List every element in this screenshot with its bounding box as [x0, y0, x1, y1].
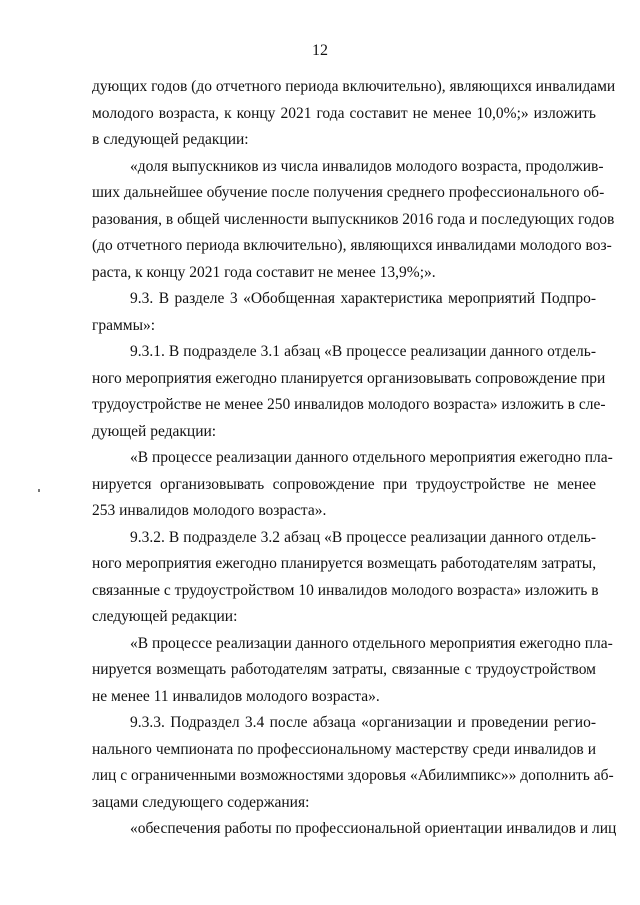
text-line: ших дальнейшее обучение после получения среднего профессионального об- — [92, 184, 605, 201]
text-line: молодого возраста, к концу 2021 года составит не менее 10,0%;» изложить — [92, 104, 596, 122]
text-line: не менее 11 инвалидов молодого возраста». — [92, 687, 380, 705]
text-line: 9.3.2. В подразделе 3.2 абзац «В процессе реализации данного отдель- — [130, 528, 596, 546]
document-body — [92, 74, 617, 843]
text-line: «В процессе реализации данного отдельного мероприятия ежегодно пла- — [130, 634, 613, 652]
text-line: ного мероприятия ежегодно планируется возмещать работодателям затраты, — [92, 555, 597, 572]
text-line: лиц с ограниченными возможностями здоровья «Абилимпикс»» дополнить аб- — [92, 767, 614, 784]
text-line: раста, к концу 2021 года составит не менее 13,9%;». — [92, 263, 436, 281]
text-line: нального чемпионата по профессиональному мастерству среди инвалидов и — [92, 740, 596, 758]
text-line: дующей редакции: — [92, 422, 217, 440]
page-number: 12 — [312, 42, 328, 59]
text-line: нируется организовывать сопровождение при трудоустройстве не менее — [92, 475, 596, 493]
text-line: следующей редакции: — [92, 608, 238, 625]
text-line: дующих годов (до отчетного периода включительно), являющихся инвалидами — [92, 78, 616, 95]
text-line: «обеспечения работы по профессиональной ориентации инвалидов и лиц — [130, 820, 617, 837]
scan-artifact-mark — [38, 489, 40, 492]
text-line: разования, в общей численности выпускников 2016 года и последующих годов — [92, 210, 615, 228]
text-line: зацами следующего содержания: — [92, 793, 310, 811]
text-line: нируется возмещать работодателям затраты, связанные с трудоустройством — [92, 661, 596, 678]
text-line: связанные с трудоустройством 10 инвалидов молодого возраста» изложить в — [92, 581, 599, 599]
text-line: 9.3.1. В подразделе 3.1 абзац «В процессе реализации данного отдель- — [130, 343, 596, 360]
text-line: ного мероприятия ежегодно планируется организовывать сопровождение при — [92, 369, 606, 387]
text-line: 253 инвалидов молодого возраста». — [92, 502, 327, 519]
text-line: 9.3. В разделе 3 «Обобщенная характеристика мероприятий Подпро- — [130, 290, 596, 307]
text-line: (до отчетного периода включительно), являющихся инвалидами молодого воз- — [92, 237, 612, 254]
text-line: в следующей редакции: — [92, 131, 249, 148]
text-line: трудоустройстве не менее 250 инвалидов молодого возраста» изложить в сле- — [92, 396, 606, 413]
text-line: граммы»: — [92, 316, 156, 334]
text-line: «доля выпускников из числа инвалидов молодого возраста, продолжив- — [130, 157, 604, 175]
text-line: 9.3.3. Подраздел 3.4 после абзаца «организации и проведении регио- — [130, 714, 596, 731]
text-line: «В процессе реализации данного отдельного мероприятия ежегодно пла- — [130, 449, 613, 466]
